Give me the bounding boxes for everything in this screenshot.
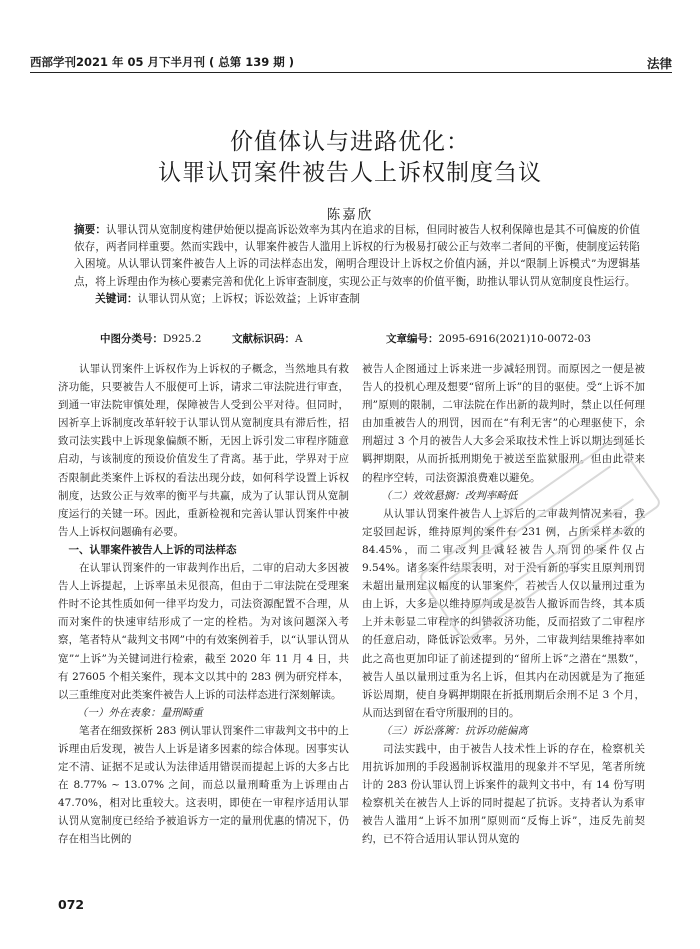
body-paragraph: 从认罪认罚案件被告人上诉后的二审裁判情况来看，我定驳回起诉，维持原判的案件有 231 例，占所采样本数的 84.45%，而二审改判且减轻被告人刑罚的案件仅占 9.54%。诸多案件结果表明，对于没有新的事实且原判刑罚未超出量刑建议幅度的认罪案件，若被告人仅以量刑过重为由上诉，大多是以维持原判或是被告人撤诉而告终，其本质上并未彰显二审程序的纠错救济功能，反而招致了二审程序的任意启动，降低诉讼效率。另外，二审裁判结果维持率如此之高也更加印证了前述提到的“留所上诉”之潜在“黑数”，被告人虽以量刑过重为名上诉，但其内在动因就是为了拖延诉讼周期，使自身羁押期限在折抵刑期后余刑不足 3 个月，从而达到留在看守所服刑的目的。 <box>362 507 645 719</box>
abstract-text: 认罪认罚从宽制度构建伊始便以提高诉讼效率为其内在追求的目标，但同时被告人权利保障也是其不可偏废的价值依存，两者同样重要。然而实践中，认罪案件被告人滥用上诉权的行为极易打破公正与效率二者间的平衡，使制度运转陷入困境。从认罪认罚案件被告人上诉的司法样态出发，阐明合理设计上诉权之价值内涵，并以“限制上诉模式”为逻辑基点，将上诉理由作为核心要素完善和优化上诉审查制度，实现公正与效率的价值平衡，助推认罪认罚从宽制度良性运行。 <box>74 224 640 288</box>
right-column <box>362 360 645 849</box>
abstract-block <box>74 222 640 308</box>
left-column <box>58 360 349 849</box>
keywords-line <box>74 291 640 308</box>
abstract-paragraph <box>74 222 640 291</box>
clc-label: 中图分类号： <box>100 333 163 345</box>
body-paragraph: 在认罪认罚案件的一审裁判作出后，二审的启动大多因被告人上诉提起，上诉率虽未见很高，但由于二审法院在受理案件时不论其性质如何一律平均发力，司法资源配置不合理，从而对案件的快速审结形成了一定的栓梏。为对该问题深入考察，笔者特从“裁判文书网”中的有效案例着手，以“认罪认罚从宽”“上诉”为关键词进行检索，截至 2020 年 11 月 4 日，共有 27605 个相关案件，现本文以其中的 283 例为研究样本，以三重维度对此类案件被告人上诉的司法样态进行深刻解读。 <box>58 562 349 701</box>
article-number-value: 2095-6916(2021)10-0072-03 <box>438 333 591 345</box>
document-code <box>232 331 303 346</box>
keywords-label: 关键词： <box>95 292 138 305</box>
article-title-line-2: 认罪认罚案件被告人上诉权制度刍议 <box>158 160 542 186</box>
body-paragraph: 认罪认罚案件上诉权作为上诉权的子概念，当然地具有救济功能，只要被告人不服便可上诉，请求二审法院进行审查，到通一审法院审慎处理，保障被告人受到公平对待。但同时，因祈享上诉制度改革轩较于认罪认罚从宽制度具有滞后性，招致司法实践中上诉现象偏颇不断，无因上诉引发二审程序随意启动，与该制度的预设价值发生了背离。基于此，学界对于应否限制此类案件上诉权的看法出现分歧，如何科学设置上诉权制度，达致公正与效率的衡平与共赢，成为了认罪认罚从宽制度运行的关键一环。因此，重新检视和完善认罪认罚案件中被告人上诉权问题确有必要。 <box>58 363 349 538</box>
subsection-heading: （三）诉讼落篱：抗诉功能偏离 <box>380 724 528 737</box>
doc-code-value: A <box>295 333 303 345</box>
page-number: 072 <box>58 897 85 912</box>
subsection-heading: （二）效效悬搁：改判率畸低 <box>380 489 518 502</box>
clc-value: D925.2 <box>163 333 202 345</box>
article-title-line-1: 价值体认与进路优化： <box>230 129 470 155</box>
header-divider <box>30 72 672 73</box>
body-paragraph: 被告人企图通过上诉来进一步减轻刑罚。而原因之一便是被告人的投机心理及想要“留所上诉”的目的驱使。受“上诉不加刑”原则的限制，二审法院在作出新的裁判时，禁止以任何理由加重被告人的刑罚，因而在“有利无害”的心理驱使下，余刑超过 3 个月的被告人大多会采取技术性上诉以期达到延长羁押期限，从而折抵刑期免于被送至监狱服刑。但由此带来的程序空转，司法资源浪费难以避免。 <box>362 363 645 484</box>
running-header <box>30 52 672 72</box>
abstract-label: 摘要： <box>74 224 107 236</box>
keywords-text: 认罪认罚从宽；上诉权；诉讼效益；上诉审查制 <box>137 292 361 305</box>
doc-code-label: 文献标识码： <box>232 333 295 345</box>
section-label: 法律 <box>646 56 672 71</box>
article-number <box>386 331 591 346</box>
body-paragraph: 司法实践中，由于被告人技术性上诉的存在，检察机关用抗诉加刑的手段遏制诉权滥用的现象并不罕见，笔者所统计的 283 份认罪认罚上诉案件的裁判文书中，有 14 份写明检察机关在被告人上诉的同时提起了抗诉。支持者认为系审被告人滥用“上诉不加刑”原则而“反悔上诉”，违反先前契约，已不符合适用认罪认罚从宽的 <box>362 742 645 846</box>
article-number-label: 文章编号： <box>386 333 439 345</box>
section-heading: 一、认罪案件被告人上诉的司法样态 <box>68 543 237 556</box>
clc-number <box>100 331 201 346</box>
author-name: 陈嘉欣 <box>326 207 374 223</box>
body-paragraph: 笔者在细致探析 283 例认罪认罚案件二审裁判文书中的上诉理由后发现，被告人上诉是诸多因素的综合体现。因事实认定不清、证据不足或认为法律适用错误而提起上诉的大多占比在 8.77% ~ 13.07% 之间，而总以量刑畸重为上诉理由占 47.70%，相对比重较大。这表明，即使在一审程序适用认罪认罚从宽制度已经给予被追诉方一定的量刑优惠的情况下，仍存在相当比例的 <box>58 724 349 846</box>
subsection-heading: （一）外在表象：量刑畸重 <box>76 706 203 719</box>
journal-info: 西部学刊2021 年 05 月下半月刊 ( 总第 139 期 ) <box>30 55 295 69</box>
